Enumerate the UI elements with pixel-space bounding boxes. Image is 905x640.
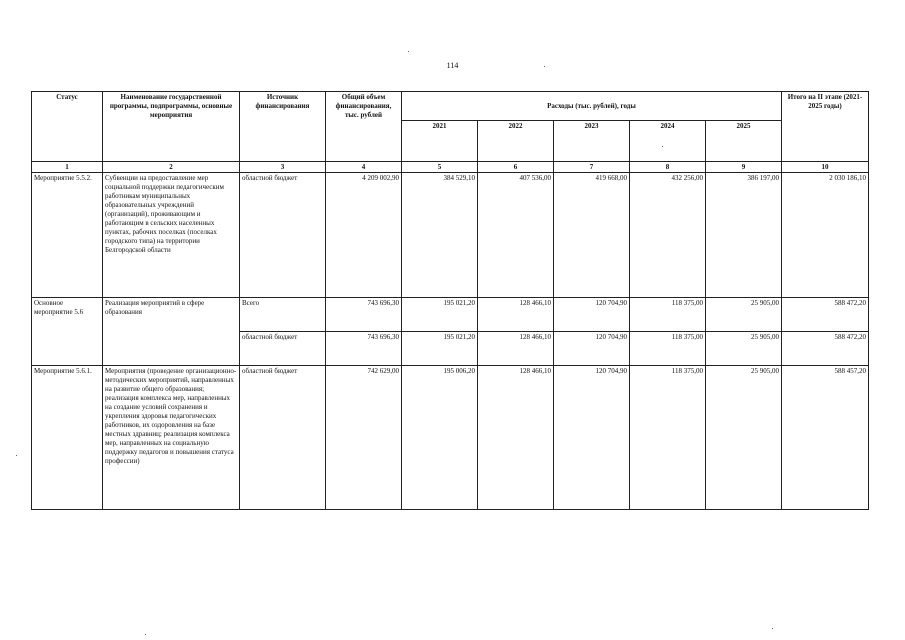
column-number: 8 bbox=[630, 162, 706, 173]
row-value-2024: 432 256,00 bbox=[630, 173, 706, 298]
row-stage-total: 588 472,20 bbox=[782, 332, 869, 366]
row-value-2024: 118 375,00 bbox=[630, 332, 706, 366]
row-total: 743 696,30 bbox=[326, 298, 402, 332]
column-number: 1 bbox=[32, 162, 103, 173]
header-year: 2021 bbox=[402, 121, 478, 162]
header-row bbox=[32, 92, 869, 121]
header-total: Общий объем финансирования, тыс. рублей bbox=[326, 92, 402, 162]
row-name: Мероприятия (проведение организационно-методических мероприятий, направленных на развитие общего образования; реализация комплекса мер, направленных на создание условий сохранения и укрепления здоровья педагогических работников, их оздоровления на базе местных здравниц; реализация комплекса мер, направленных на социальную поддержку педагогов и повышения статуса профессии) bbox=[103, 366, 240, 510]
column-number: 4 bbox=[326, 162, 402, 173]
table-row bbox=[32, 298, 869, 332]
page-number: 114 bbox=[446, 61, 459, 70]
row-source: областной бюджет bbox=[240, 366, 326, 510]
column-number: 6 bbox=[478, 162, 554, 173]
row-total: 742 629,00 bbox=[326, 366, 402, 510]
header-year: 2023 bbox=[554, 121, 630, 162]
row-status: Основное мероприятие 5.6 bbox=[32, 298, 103, 366]
row-stage-total: 2 030 186,10 bbox=[782, 173, 869, 298]
scan-speck bbox=[16, 455, 17, 456]
row-value-2023: 120 704,90 bbox=[554, 366, 630, 510]
column-number: 5 bbox=[402, 162, 478, 173]
row-total: 4 209 002,90 bbox=[326, 173, 402, 298]
header-source: Источник финансирования bbox=[240, 92, 326, 162]
row-value-2025: 386 197,00 bbox=[706, 173, 782, 298]
header-year: 2022 bbox=[478, 121, 554, 162]
row-stage-total: 588 472,20 bbox=[782, 298, 869, 332]
scan-speck bbox=[772, 628, 773, 629]
row-status: Мероприятие 5.5.2. bbox=[32, 173, 103, 298]
header-expenses: Расходы (тыс. рублей), годы bbox=[402, 92, 782, 121]
row-name: Реализация мероприятий в сфере образования bbox=[103, 298, 240, 366]
row-value-2022: 128 466,10 bbox=[478, 366, 554, 510]
column-number: 2 bbox=[103, 162, 240, 173]
row-value-2023: 120 704,90 bbox=[554, 332, 630, 366]
row-stage-total: 588 457,20 bbox=[782, 366, 869, 510]
header-year: 2025 bbox=[706, 121, 782, 162]
row-value-2021: 384 529,10 bbox=[402, 173, 478, 298]
row-value-2024: 118 375,00 bbox=[630, 366, 706, 510]
row-value-2022: 407 536,00 bbox=[478, 173, 554, 298]
row-name: Субвенции на предоставление мер социальной поддержки педагогическим работникам муниципальных образовательных учреждений (организаций), проживающим и работающим в сельских населенных пунктах, рабочих поселках (поселках городского типа) на территории Белгородской области bbox=[103, 173, 240, 298]
row-value-2025: 25 905,00 bbox=[706, 332, 782, 366]
row-status: Мероприятие 5.6.1. bbox=[32, 366, 103, 510]
column-number: 10 bbox=[782, 162, 869, 173]
row-value-2022: 128 466,10 bbox=[478, 332, 554, 366]
row-source: Всего bbox=[240, 298, 326, 332]
column-number: 9 bbox=[706, 162, 782, 173]
column-number: 7 bbox=[554, 162, 630, 173]
row-value-2021: 195 021,20 bbox=[402, 332, 478, 366]
row-value-2022: 128 466,10 bbox=[478, 298, 554, 332]
header-stage-total: Итого на II этапе (2021-2025 годы) bbox=[782, 92, 869, 162]
header-name: Наименование государственной программы, подпрограммы, основные мероприятия bbox=[103, 92, 240, 162]
row-value-2025: 25 905,00 bbox=[706, 298, 782, 332]
header-year: 2024 bbox=[630, 121, 706, 162]
row-value-2023: 120 704,90 bbox=[554, 298, 630, 332]
table-row bbox=[32, 366, 869, 510]
row-value-2024: 118 375,00 bbox=[630, 298, 706, 332]
financing-table bbox=[31, 91, 869, 510]
scan-speck bbox=[662, 146, 663, 147]
row-source: областной бюджет bbox=[240, 332, 326, 366]
table-row bbox=[32, 173, 869, 298]
scan-speck bbox=[145, 634, 146, 635]
row-value-2021: 195 006,20 bbox=[402, 366, 478, 510]
header-status: Статус bbox=[32, 92, 103, 162]
row-value-2023: 419 668,00 bbox=[554, 173, 630, 298]
row-value-2025: 25 905,00 bbox=[706, 366, 782, 510]
scan-speck bbox=[408, 51, 409, 52]
column-number: 3 bbox=[240, 162, 326, 173]
row-total: 743 696,30 bbox=[326, 332, 402, 366]
row-source: областной бюджет bbox=[240, 173, 326, 298]
scan-speck bbox=[544, 66, 545, 67]
column-numbers-row bbox=[32, 162, 869, 173]
row-value-2021: 195 021,20 bbox=[402, 298, 478, 332]
